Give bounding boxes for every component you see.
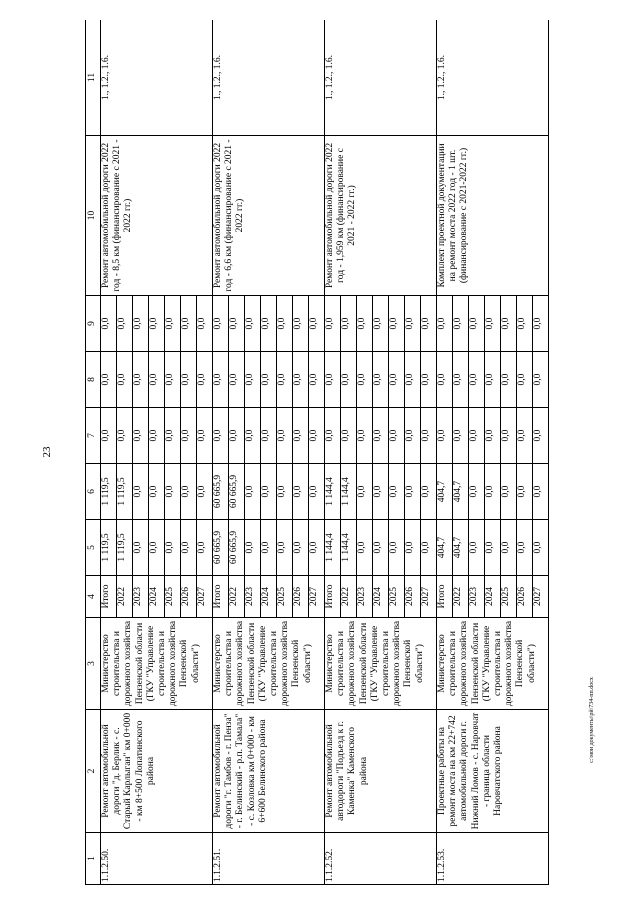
value-col8: 0,0 [117,352,133,408]
value-col9: 0,0 [133,296,149,352]
value-col9: 0,0 [149,296,165,352]
program-table-container [85,20,580,885]
value-regional: 0,0 [533,464,549,520]
table-body [101,20,549,885]
value-col9: 0,0 [117,296,133,352]
table-row [101,20,117,885]
value-regional: 0,0 [165,464,181,520]
value-total: 0,0 [277,520,293,576]
value-col9: 0,0 [517,296,533,352]
value-regional: 0,0 [357,464,373,520]
year-cell: 2027 [533,576,549,618]
year-cell: 2026 [405,576,421,618]
value-col8: 0,0 [517,352,533,408]
value-col9: 0,0 [373,296,389,352]
value-col8: 0,0 [469,352,485,408]
value-col9: 0,0 [405,296,421,352]
year-cell: 2026 [293,576,309,618]
value-col7: 0,0 [309,408,325,464]
value-col8: 0,0 [421,352,437,408]
value-col7: 0,0 [453,408,469,464]
item-result: Ремонт автомобильной дороги 2022 год - 6,6 км (финансирование с 2021 - 2022 гг.) [213,136,325,296]
value-regional: 0,0 [469,464,485,520]
value-col8: 0,0 [245,352,261,408]
col-header-2: 2 [86,710,101,833]
item-executor: Министерство строительства и дорожного хозяйства Пензенской области (ГКУ "Управление строительства и дорожного хозяйства Пензенской области") [213,618,325,710]
value-total: 0,0 [533,520,549,576]
value-total: 1 144,4 [325,520,341,576]
item-result: Ремонт автомобильной дороги 2022 год - 8,5 км (финансирование с 2021 - 2022 гг.) [101,136,213,296]
value-total: 404,7 [453,520,469,576]
value-col7: 0,0 [437,408,453,464]
page-number: 23 [41,446,53,458]
col-header-7: 7 [86,408,101,464]
item-result: Комплект проектной документации на ремонт моста 2022 год - 1 шт. (финансирование с 2021-2022 гг.) [437,136,549,296]
value-col7: 0,0 [293,408,309,464]
value-col7: 0,0 [421,408,437,464]
value-col8: 0,0 [373,352,389,408]
value-col7: 0,0 [485,408,501,464]
value-col7: 0,0 [117,408,133,464]
value-col8: 0,0 [277,352,293,408]
value-regional: 0,0 [293,464,309,520]
value-col9: 0,0 [213,296,229,352]
value-col7: 0,0 [229,408,245,464]
value-col9: 0,0 [293,296,309,352]
value-col9: 0,0 [277,296,293,352]
year-cell: 2026 [517,576,533,618]
year-cell: 2027 [421,576,437,618]
value-col7: 0,0 [341,408,357,464]
value-regional: 1 119,5 [117,464,133,520]
value-total: 0,0 [485,520,501,576]
value-col7: 0,0 [517,408,533,464]
year-cell: Итого [213,576,229,618]
value-col9: 0,0 [357,296,373,352]
item-executor: Министерство строительства и дорожного хозяйства Пензенской области (ГКУ "Управление строительства и дорожного хозяйства Пензенской области") [101,618,213,710]
value-col9: 0,0 [309,296,325,352]
year-cell: 2024 [149,576,165,618]
column-number-row [86,20,101,885]
item-indicators: 1., 1.2., 1.6. [213,20,325,136]
value-regional: 0,0 [309,464,325,520]
year-cell: 2022 [117,576,133,618]
value-total: 1 119,5 [101,520,117,576]
value-col9: 0,0 [181,296,197,352]
value-col7: 0,0 [181,408,197,464]
value-total: 0,0 [149,520,165,576]
item-name: Ремонт автомобильной дороги "г. Тамбов - г. Пенза" - г. Белинский - р.п. Тамала" - с. Козловка км 0+000 - км 6+600 Белинского района [213,710,325,833]
col-header-4: 4 [86,576,101,618]
col-header-8: 8 [86,352,101,408]
value-col7: 0,0 [277,408,293,464]
year-cell: 2025 [277,576,293,618]
col-header-5: 5 [86,520,101,576]
value-regional: 1 119,5 [101,464,117,520]
value-col7: 0,0 [325,408,341,464]
value-col8: 0,0 [181,352,197,408]
value-col8: 0,0 [293,352,309,408]
value-col8: 0,0 [213,352,229,408]
value-regional: 0,0 [277,464,293,520]
value-regional: 1 144,4 [325,464,341,520]
value-col7: 0,0 [533,408,549,464]
value-col8: 0,0 [437,352,453,408]
value-total: 0,0 [165,520,181,576]
col-header-11: 11 [86,20,101,136]
value-col8: 0,0 [389,352,405,408]
value-col9: 0,0 [389,296,405,352]
year-cell: 2022 [453,576,469,618]
year-cell: 2023 [469,576,485,618]
value-col8: 0,0 [261,352,277,408]
year-cell: 2024 [485,576,501,618]
value-col9: 0,0 [437,296,453,352]
value-col9: 0,0 [197,296,213,352]
year-cell: 2025 [501,576,517,618]
value-total: 0,0 [373,520,389,576]
item-code: 1.1.2.52. [325,833,437,885]
value-col7: 0,0 [357,408,373,464]
table-wrapper [85,20,580,885]
value-total: 0,0 [197,520,213,576]
value-regional: 0,0 [501,464,517,520]
footer-file-path: c:\мои документы\рй\734-пп.docx [589,677,595,763]
item-name: Ремонт автомобильной автодороги "Подъезд к г. Каменка" Каменского района [325,710,437,833]
value-total: 0,0 [181,520,197,576]
value-col8: 0,0 [341,352,357,408]
value-col7: 0,0 [149,408,165,464]
table-row [325,20,341,885]
value-col8: 0,0 [485,352,501,408]
value-total: 0,0 [389,520,405,576]
value-total: 60 665,9 [213,520,229,576]
value-regional: 0,0 [261,464,277,520]
value-regional: 0,0 [133,464,149,520]
value-col7: 0,0 [501,408,517,464]
value-col7: 0,0 [213,408,229,464]
value-col8: 0,0 [197,352,213,408]
value-col7: 0,0 [245,408,261,464]
item-executor: Министерство строительства и дорожного хозяйства Пензенской области (ГКУ "Управление строительства и дорожного хозяйства Пензенской области") [437,618,549,710]
value-col7: 0,0 [405,408,421,464]
value-col8: 0,0 [453,352,469,408]
value-total: 0,0 [309,520,325,576]
table-row [437,20,453,885]
value-regional: 60 665,9 [229,464,245,520]
year-cell: 2023 [245,576,261,618]
value-col8: 0,0 [405,352,421,408]
year-cell: 2027 [197,576,213,618]
year-cell: 2024 [373,576,389,618]
year-cell: 2026 [181,576,197,618]
item-code: 1.1.2.50. [101,833,213,885]
value-total: 0,0 [421,520,437,576]
value-regional: 404,7 [437,464,453,520]
value-col9: 0,0 [245,296,261,352]
year-cell: 2022 [341,576,357,618]
year-cell: 2025 [389,576,405,618]
value-col8: 0,0 [149,352,165,408]
value-regional: 0,0 [373,464,389,520]
value-regional: 0,0 [405,464,421,520]
value-total: 60 665,9 [229,520,245,576]
value-regional: 0,0 [485,464,501,520]
value-total: 1 119,5 [117,520,133,576]
value-col9: 0,0 [485,296,501,352]
value-col8: 0,0 [101,352,117,408]
program-table [85,20,549,885]
value-col7: 0,0 [373,408,389,464]
value-total: 404,7 [437,520,453,576]
value-col7: 0,0 [469,408,485,464]
item-name: Ремонт автомобильной дороги "д. Берлик - с. Старый Карлыган" км 0+000 - км 8+500 Лопатинского района [101,710,213,833]
table-row [213,20,229,885]
item-code: 1.1.2.53. [437,833,549,885]
item-name: Проектные работы на ремонт моста на км 22+742 автомобильной дороги г. Нижний Ломов - с. Наровчат - граница области Наровчатского района [437,710,549,833]
value-col7: 0,0 [261,408,277,464]
value-col9: 0,0 [165,296,181,352]
value-regional: 0,0 [421,464,437,520]
item-executor: Министерство строительства и дорожного хозяйства Пензенской области (ГКУ "Управление строительства и дорожного хозяйства Пензенской области") [325,618,437,710]
value-col9: 0,0 [453,296,469,352]
value-col8: 0,0 [165,352,181,408]
value-regional: 0,0 [245,464,261,520]
item-indicators: 1., 1.2., 1.6. [101,20,213,136]
item-code: 1.1.2.51. [213,833,325,885]
year-cell: Итого [437,576,453,618]
value-col8: 0,0 [229,352,245,408]
value-regional: 404,7 [453,464,469,520]
item-indicators: 1., 1.2., 1.6. [437,20,549,136]
value-total: 0,0 [245,520,261,576]
value-total: 0,0 [357,520,373,576]
value-col9: 0,0 [533,296,549,352]
year-cell: 2023 [357,576,373,618]
value-col9: 0,0 [229,296,245,352]
year-cell: 2024 [261,576,277,618]
value-regional: 0,0 [197,464,213,520]
value-total: 0,0 [517,520,533,576]
value-col8: 0,0 [133,352,149,408]
value-total: 1 144,4 [341,520,357,576]
col-header-9: 9 [86,296,101,352]
value-regional: 60 665,9 [213,464,229,520]
value-total: 0,0 [133,520,149,576]
value-total: 0,0 [501,520,517,576]
item-result: Ремонт автомобильной дороги 2022 год - 1,959 км (финансирование с 2021 - 2022 гг.) [325,136,437,296]
year-cell: 2025 [165,576,181,618]
value-col9: 0,0 [421,296,437,352]
value-col9: 0,0 [341,296,357,352]
value-col8: 0,0 [357,352,373,408]
year-cell: 2027 [309,576,325,618]
value-regional: 0,0 [517,464,533,520]
value-col7: 0,0 [101,408,117,464]
value-regional: 0,0 [149,464,165,520]
value-col8: 0,0 [309,352,325,408]
value-col9: 0,0 [101,296,117,352]
value-col8: 0,0 [325,352,341,408]
value-col9: 0,0 [325,296,341,352]
value-col7: 0,0 [165,408,181,464]
year-cell: 2023 [133,576,149,618]
year-cell: 2022 [229,576,245,618]
value-regional: 0,0 [389,464,405,520]
value-col7: 0,0 [133,408,149,464]
value-col9: 0,0 [469,296,485,352]
value-total: 0,0 [261,520,277,576]
value-total: 0,0 [293,520,309,576]
value-col7: 0,0 [197,408,213,464]
value-col8: 0,0 [501,352,517,408]
value-col8: 0,0 [533,352,549,408]
value-total: 0,0 [405,520,421,576]
value-col9: 0,0 [501,296,517,352]
year-cell: Итого [325,576,341,618]
value-col9: 0,0 [261,296,277,352]
item-indicators: 1., 1.2., 1.6. [325,20,437,136]
value-col7: 0,0 [389,408,405,464]
value-total: 0,0 [469,520,485,576]
col-header-6: 6 [86,464,101,520]
value-regional: 1 144,4 [341,464,357,520]
value-regional: 0,0 [181,464,197,520]
col-header-3: 3 [86,618,101,710]
col-header-10: 10 [86,136,101,296]
year-cell: Итого [101,576,117,618]
col-header-1: 1 [86,833,101,885]
